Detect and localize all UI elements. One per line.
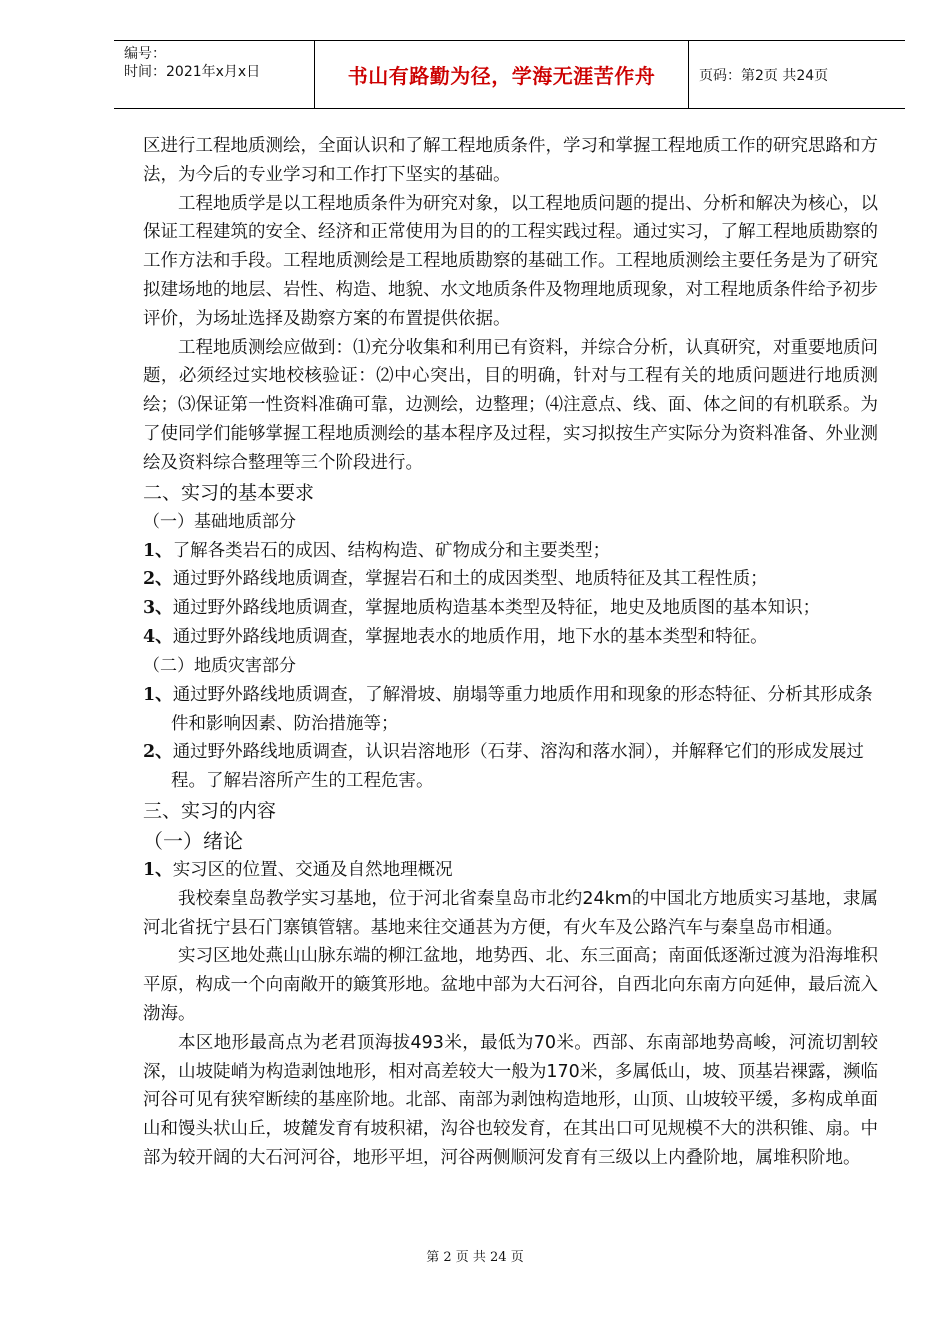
header-motto-cell — [315, 41, 689, 108]
header-meta-cell — [114, 41, 315, 108]
list-number: 3、 — [143, 598, 173, 619]
paragraph: 工程地质测绘应做到：⑴充分收集和利用已有资料，并综合分析，认真研究，对重要地质问题，必须经过实地校核验证：⑵中心突出，目的明确，针对与工程有关的地质问题进行地质测绘；⑶保证第一性资料准确可靠，边测绘，边整理；⑷注意点、线、面、体之间的有机联系。为了使同学们能够掌握工程地质测绘的基本程序及过程，实习拟按生产实际分为资料准备、外业测绘及资料综合整理等三个阶段进行。 — [143, 337, 878, 473]
code-label: 编号： — [124, 46, 166, 62]
list-item — [143, 537, 878, 566]
section-heading: 三、实习的内容 — [143, 799, 277, 822]
paragraph: 本区地形最高点为老君顶海拔493米，最低为70米。西部、东南部地势高峻，河流切割较深，山坡陡峭为构造剥蚀地形，相对高差较大一般为170米，多属低山，坡、顶基岩裸露，濒临河谷可见有狭窄断续的基座阶地。北部、南部为剥蚀构造地形，山顶、山坡较平缓，多构成单面山和馒头状山丘，坡麓发育有坡积裙，沟谷也较发育，在其出口可见规模不大的洪积锥、扇。中部为较开阔的大石河河谷，地形平坦，河谷两侧顺河发育有三级以上内叠阶地，属堆积阶地。 — [143, 1032, 878, 1168]
list-number: 1、 — [143, 859, 173, 880]
list-number: 2、 — [143, 569, 173, 590]
list-text: 通过野外路线地质调查，掌握岩石和土的成因类型、地质特征及其工程性质； — [172, 569, 768, 590]
list-item — [143, 623, 878, 652]
list-item — [143, 565, 878, 594]
subsection-heading: （二）地质灾害部分 — [143, 655, 296, 676]
page-footer: 第 2 页 共 24 页 — [426, 1250, 524, 1265]
list-text: 通过野外路线地质调查，了解滑坡、崩塌等重力地质作用和现象的形态特征、分析其形成条件和影响因素、防治措施等； — [171, 684, 873, 734]
subsection-heading: （一）绪论 — [143, 828, 243, 853]
list-number: 1、 — [143, 540, 173, 561]
paragraph: 实习区地处燕山山脉东端的柳江盆地，地势西、北、东三面高；南面低逐渐过渡为沿海堆积平原，构成一个向南敞开的簸箕形地。盆地中部为大石河谷，自西北向东南方向延伸，最后流入渤海。 — [143, 946, 878, 1024]
list-item — [143, 738, 878, 796]
list-text: 通过野外路线地质调查，掌握地质构造基本类型及特征，地史及地质图的基本知识； — [172, 598, 821, 619]
section-heading: 二、实习的基本要求 — [143, 481, 315, 504]
header-page-cell — [689, 41, 905, 108]
paragraph: 工程地质学是以工程地质条件为研究对象，以工程地质问题的提出、分析和解决为核心，以保证工程建筑的安全、经济和正常使用为目的的工程实践过程。通过实习，了解工程地质勘察的工作方法和手段。工程地质测绘是工程地质勘察的基础工作。工程地质测绘主要任务是为了研究拟建场地的地层、岩性、构造、地貌、水文地质条件及物理地质现象，对工程地质条件给予初步评价，为场址选择及勘察方案的布置提供依据。 — [143, 193, 878, 329]
list-item — [143, 681, 878, 739]
list-text: 通过野外路线地质调查，认识岩溶地形（石芽、溶沟和落水洞），并解释它们的形成发展过程。了解岩溶所产生的工程危害。 — [171, 742, 864, 792]
sub-heading-text: 实习区的位置、交通及自然地理概况 — [172, 859, 453, 880]
time-label: 时间：2021年x月x日 — [124, 64, 261, 80]
list-item — [143, 594, 878, 623]
list-text: 通过野外路线地质调查，掌握地表水的地质作用，地下水的基本类型和特征。 — [172, 626, 768, 647]
motto-text: 书山有路勤为径，学海无涯苦作舟 — [347, 64, 656, 88]
subsection-heading: （一）基础地质部分 — [143, 511, 296, 532]
document-body — [143, 132, 878, 1173]
paragraph: 我校秦皇岛教学实习基地，位于河北省秦皇岛市北约24km的中国北方地质实习基地，隶属河北省抚宁县石门寨镇管辖。基地来往交通甚为方便，有火车及公路汽车与秦皇岛市相通。 — [143, 888, 878, 938]
sub-heading — [143, 856, 878, 885]
list-number: 1、 — [143, 684, 173, 705]
list-number: 2、 — [143, 742, 173, 763]
page-number-label: 页码：第2页 共24页 — [699, 67, 829, 84]
page-header — [114, 40, 905, 109]
list-text: 了解各类岩石的成因、结构构造、矿物成分和主要类型； — [172, 540, 611, 561]
list-number: 4、 — [143, 626, 173, 647]
paragraph: 区进行工程地质测绘，全面认识和了解工程地质条件，学习和掌握工程地质工作的研究思路和方法，为今后的专业学习和工作打下坚实的基础。 — [143, 136, 878, 185]
